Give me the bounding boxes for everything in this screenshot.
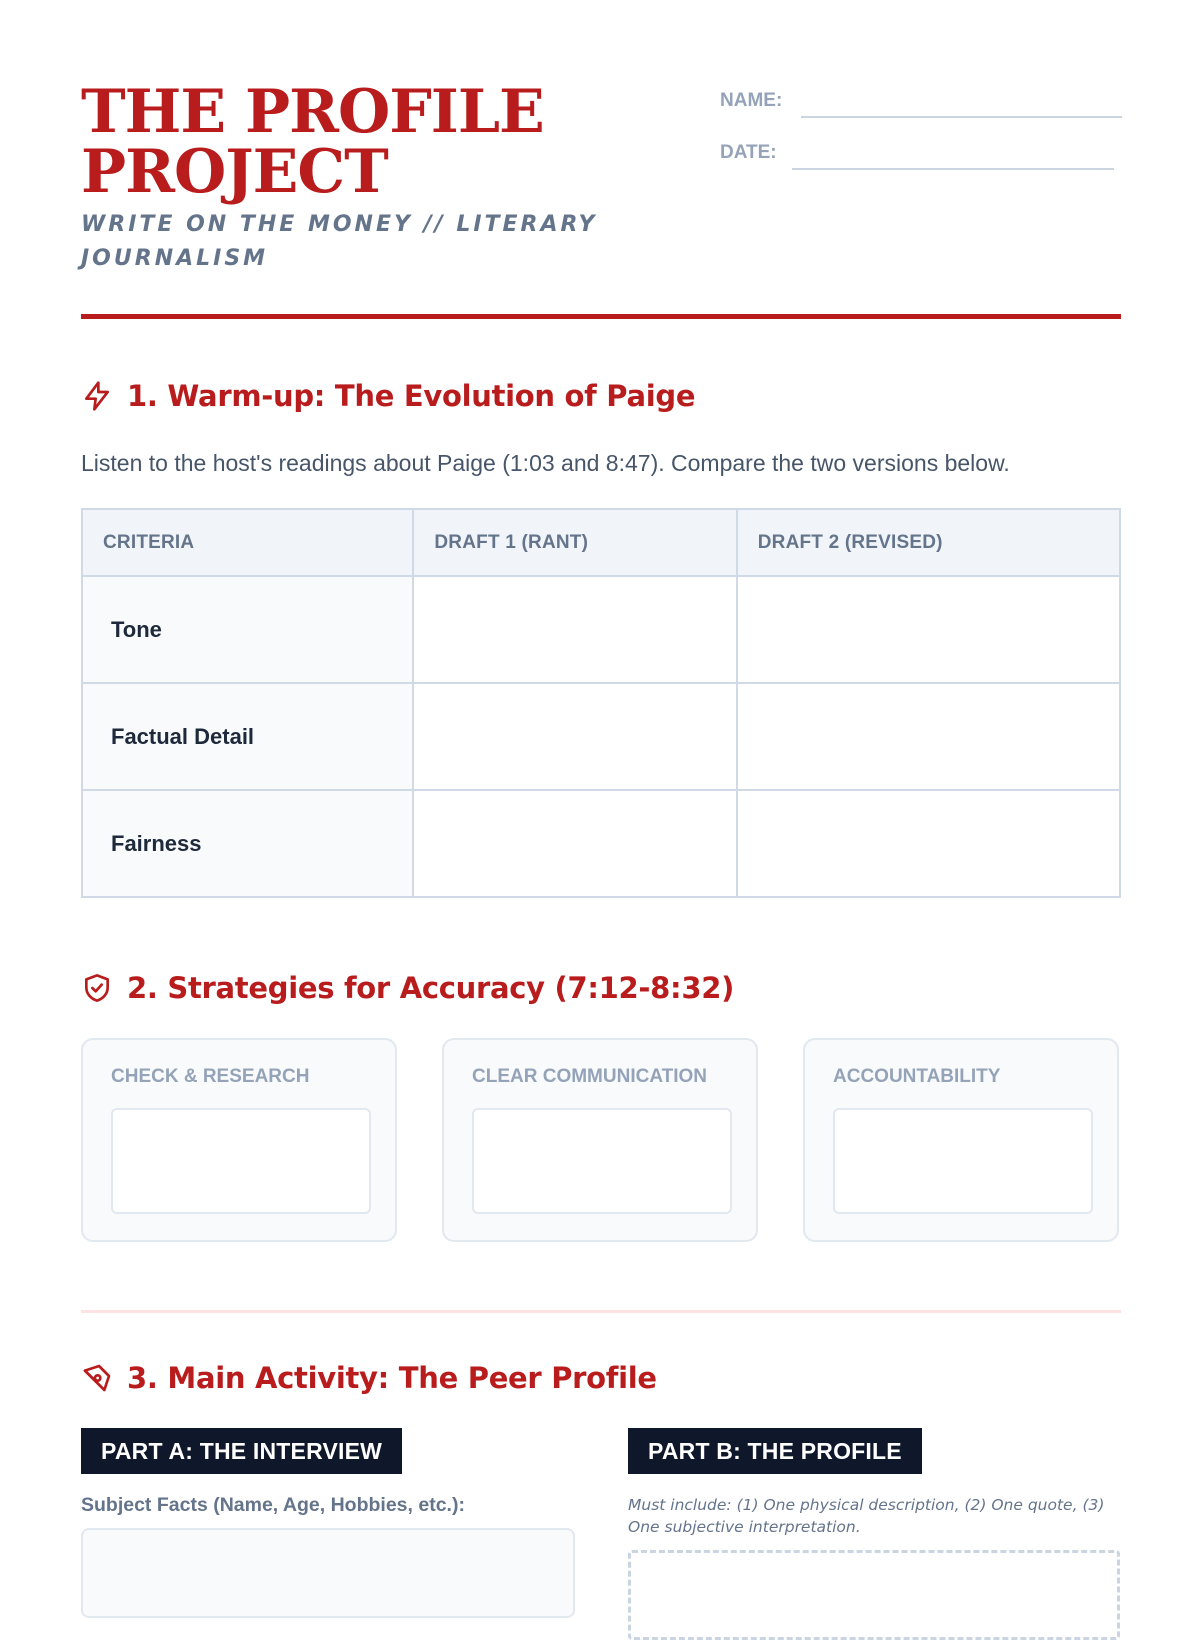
subject-facts-input[interactable] <box>81 1528 575 1618</box>
date-input-line[interactable] <box>792 168 1114 170</box>
draft-2-answer-cell[interactable] <box>737 576 1120 683</box>
strategy-answer-box[interactable] <box>111 1108 371 1214</box>
name-label: NAME: <box>720 90 783 111</box>
page-subtitle <box>81 208 601 276</box>
section-divider <box>81 1310 1121 1313</box>
subtitle-line-2: JOURNALISM <box>81 246 269 271</box>
pen-nib-icon <box>81 1362 113 1394</box>
date-label: DATE: <box>720 142 777 163</box>
profile-writing-area[interactable] <box>628 1550 1120 1640</box>
table-row <box>82 683 1120 790</box>
strategy-card-check-research <box>81 1038 397 1242</box>
section-1-title: 1. Warm-up: The Evolution of Paige <box>127 379 696 413</box>
draft-1-answer-cell[interactable] <box>413 576 736 683</box>
subtitle-line-1: WRITE ON THE MONEY // LITERARY <box>81 212 598 237</box>
title-line-2: PROJECT <box>81 137 388 207</box>
name-input-line[interactable] <box>801 116 1122 118</box>
table-row <box>82 790 1120 897</box>
strategy-card-label: CHECK & RESEARCH <box>111 1066 310 1087</box>
criteria-cell: Fairness <box>82 790 413 897</box>
part-a-label: PART A: THE INTERVIEW <box>81 1428 402 1474</box>
draft-1-answer-cell[interactable] <box>413 790 736 897</box>
strategy-card-label: ACCOUNTABILITY <box>833 1066 1001 1087</box>
strategy-card-clear-communication <box>442 1038 758 1242</box>
title-line-1: THE PROFILE <box>81 77 544 147</box>
subject-facts-label: Subject Facts (Name, Age, Hobbies, etc.): <box>81 1494 465 1516</box>
draft-2-answer-cell[interactable] <box>737 790 1120 897</box>
comparison-table <box>81 508 1121 898</box>
shield-check-icon <box>81 972 113 1004</box>
page-title <box>81 77 601 207</box>
part-b-label: PART B: THE PROFILE <box>628 1428 922 1474</box>
section-1-intro: Listen to the host's readings about Paige (1:03 and 8:47). Compare the two versions below. <box>81 450 1010 476</box>
criteria-cell: Factual Detail <box>82 683 413 790</box>
strategy-card-label: CLEAR COMMUNICATION <box>472 1066 708 1087</box>
name-field <box>720 82 1122 118</box>
header <box>81 77 1121 322</box>
column-header-draft-1: DRAFT 1 (RANT) <box>413 509 736 576</box>
draft-2-answer-cell[interactable] <box>737 683 1120 790</box>
column-header-draft-2: DRAFT 2 (REVISED) <box>737 509 1120 576</box>
date-field <box>720 134 1122 170</box>
table-header-row <box>82 509 1120 576</box>
profile-instructions: Must include: (1) One physical description, (2) One quote, (3) One subjective interpretation. <box>628 1496 1105 1536</box>
column-header-criteria: CRITERIA <box>82 509 413 576</box>
table-row <box>82 576 1120 683</box>
strategy-answer-box[interactable] <box>833 1108 1093 1214</box>
draft-1-answer-cell[interactable] <box>413 683 736 790</box>
section-2-title: 2. Strategies for Accuracy (7:12-8:32) <box>127 971 735 1005</box>
criteria-cell: Tone <box>82 576 413 683</box>
section-2-heading <box>81 968 1121 1008</box>
header-divider <box>81 314 1121 319</box>
lightning-bolt-icon <box>81 380 113 412</box>
section-1-heading <box>81 376 1121 416</box>
section-3-heading <box>81 1358 1121 1398</box>
strategy-card-accountability <box>803 1038 1119 1242</box>
section-3-title: 3. Main Activity: The Peer Profile <box>127 1361 657 1395</box>
strategy-answer-box[interactable] <box>472 1108 732 1214</box>
